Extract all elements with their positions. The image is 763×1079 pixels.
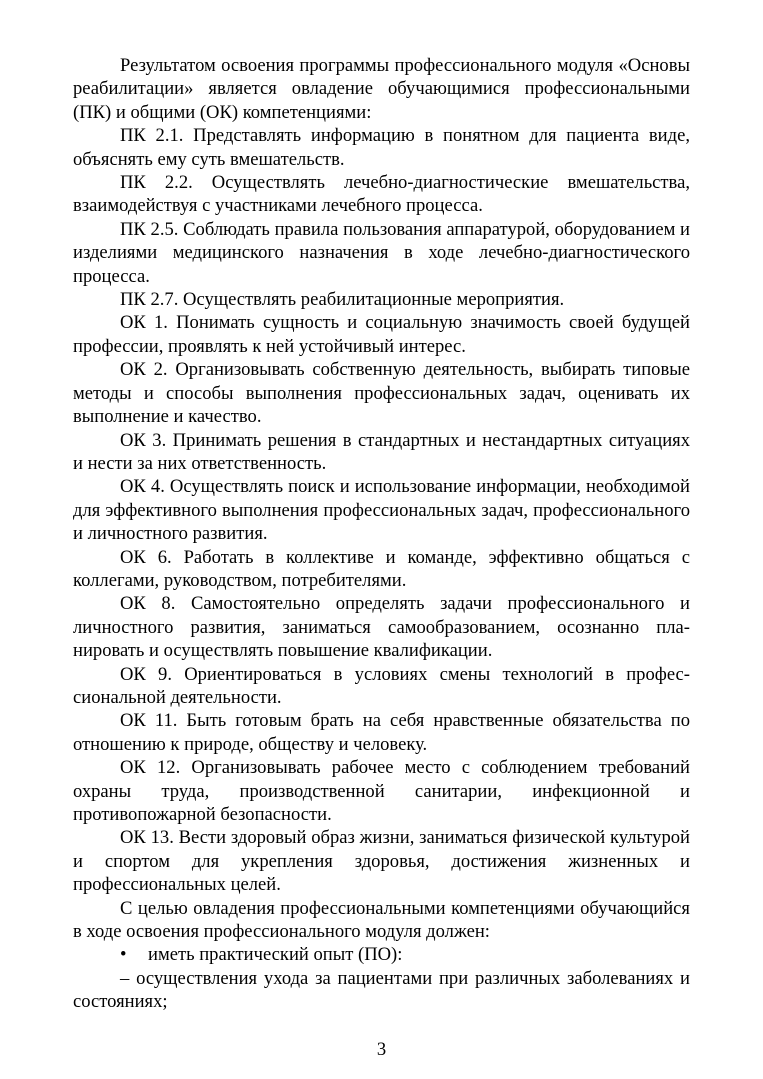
competency-ok-4: ОК 4. Осуществлять поиск и использование информации, необходимой для эффективного выполнения профессиональных задач, профессионального и личностного развития. bbox=[73, 476, 690, 545]
competency-pk-2-1: ПК 2.1. Представлять информацию в понятном для пациента виде, объяснять ему суть вмешательств. bbox=[73, 125, 690, 170]
purpose-paragraph: С целью овладения профессиональными компетенциями обучающийся в ходе освоения профессионального модуля должен: bbox=[73, 897, 690, 943]
competency-ok-6: ОК 6. Работать в коллективе и команде, эффективно общаться с коллегами, руководством, потребителями. bbox=[73, 546, 690, 591]
bullet-item-text: иметь практический опыт (ПО): bbox=[148, 944, 403, 966]
bullet-icon: • bbox=[120, 944, 127, 966]
document-body bbox=[73, 54, 690, 1014]
competency-ok-11: ОК 11. Быть готовым брать на себя нравственные обязательства по отношению к природе, обществу и человеку. bbox=[73, 710, 690, 755]
competency-pk-2-7: ПК 2.7. Осуществлять реабилитационные мероприятия. bbox=[120, 289, 565, 311]
competency-ok-13: ОК 13. Вести здоровый образ жизни, заниматься физической культурой и спортом для укрепления здоровья, достижения жизненных и профессиональных целей. bbox=[73, 827, 690, 896]
competency-pk-2-2: ПК 2.2. Осуществлять лечебно-диагностические вмешательства, взаимодействуя с участниками лечебного процесса. bbox=[73, 172, 690, 217]
competency-ok-2: ОК 2. Организовывать собственную деятельность, выбирать типовые методы и способы выполнения профессиональных задач, оценивать их выполнение и качество. bbox=[73, 359, 690, 428]
dash-list-item: – осуществления ухода за пациентами при различных заболеваниях и состояниях; bbox=[73, 967, 690, 1013]
competency-ok-1: ОК 1. Понимать сущность и социальную значимость своей будущей профессии, проявлять к ней устойчивый интерес. bbox=[73, 312, 690, 357]
competency-ok-12: ОК 12. Организовывать рабочее место с соблюдением требований охраны труда, производственной санитарии, инфекционной и противопожарной безопасности. bbox=[73, 757, 690, 825]
bullet-list-item bbox=[73, 943, 690, 966]
competency-ok-8: ОК 8. Самостоятельно определять задачи профессионального и личностного развития, заниматься самообразованием, осознанно планировать и осуществлять повышение квалификации. bbox=[73, 593, 690, 662]
page-number: 3 bbox=[376, 1039, 387, 1060]
competency-ok-9: ОК 9. Ориентироваться в условиях смены технологий в профессиональной деятельности. bbox=[73, 663, 690, 708]
intro-paragraph: Результатом освоения программы профессионального модуля «Основы реабилитации» является овладение обучающимися профессиональными (ПК) и общими (ОК) компетенциями: bbox=[73, 55, 690, 123]
competency-pk-2-5: ПК 2.5. Соблюдать правила пользования аппаратурой, оборудованием и изделиями медицинского назначения в ходе лечебно-диагностического процесса. bbox=[73, 218, 690, 287]
competency-ok-3: ОК 3. Принимать решения в стандартных и нестандартных ситуациях и нести за них ответственность. bbox=[73, 429, 690, 474]
